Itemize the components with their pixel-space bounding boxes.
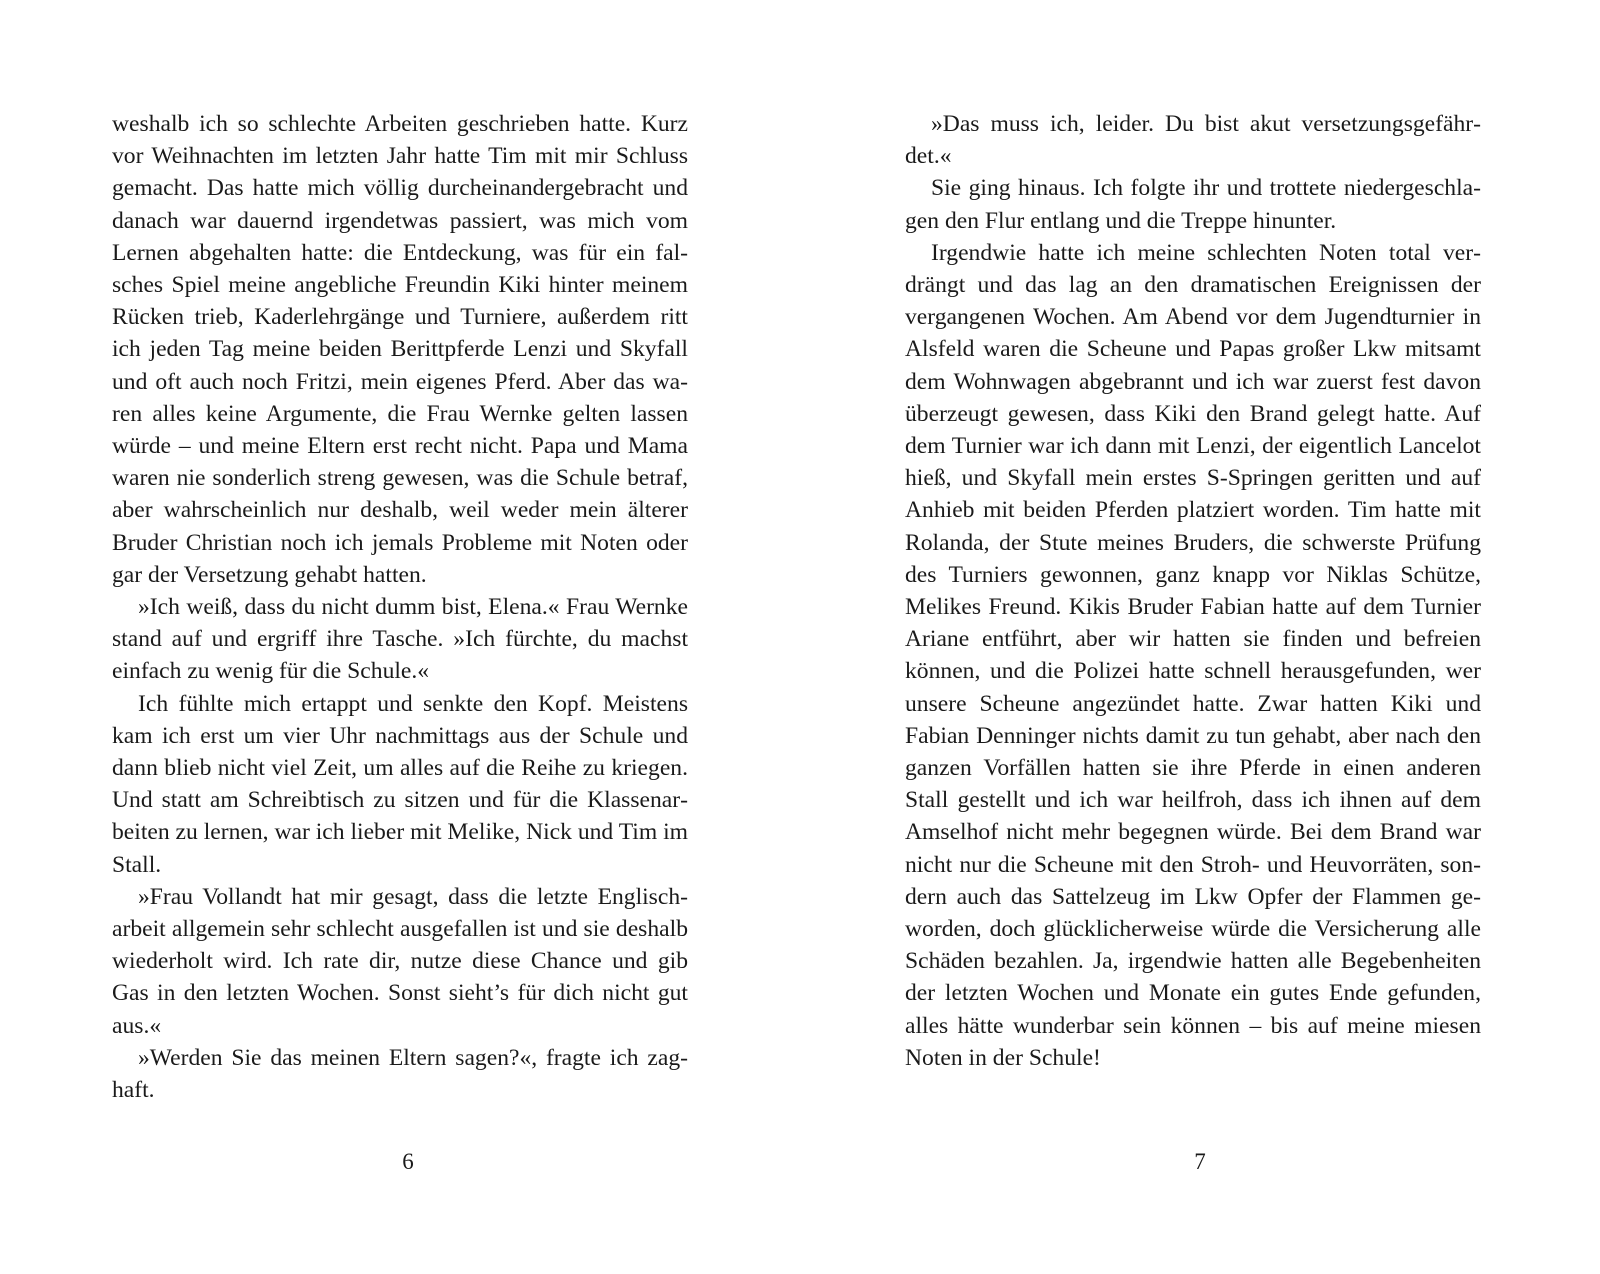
right-page bbox=[905, 108, 1481, 1074]
paragraph: »Ich weiß, dass du nicht dumm bist, Elena.« Frau Wernke stand auf und ergriff ihre Tasche. »Ich fürchte, du machst einfach zu wenig für die Schule.« bbox=[112, 594, 688, 685]
page-number-left: 6 bbox=[402, 1149, 414, 1174]
page-number-right: 7 bbox=[1194, 1149, 1206, 1174]
paragraph: Irgendwie hatte ich meine schlechten Noten total verdrängt und das lag an den dramatischen Ereignissen der vergangenen Wochen. Am Abend vor dem Jugendturnier in Alsfeld waren die Scheune und Papas großer Lkw mitsamt dem Wohnwagen abgebrannt und ich war zuerst fest davon überzeugt gewesen, dass Kiki den Brand gelegt hatte. Auf dem Turnier war ich dann mit Lenzi, der eigentlich Lancelot hieß, und Skyfall mein erstes S-Springen geritten und auf Anhieb mit beiden Pferden platziert worden. Tim hatte mit Rolanda, der Stute meines Bruders, die schwerste Prüfung des Turniers gewonnen, ganz knapp vor Niklas Schütze, Melikes Freund. Kikis Bruder Fabian hatte auf dem Turnier Ariane entführt, aber wir hatten sie finden und befreien können, und die Polizei hatte schnell herausgefunden, wer unsere Scheune angezündet hatte. Zwar hatten Kiki und Fabian Denninger nichts damit zu tun gehabt, aber nach den ganzen Vorfällen hatten sie ihre Pferde in einen anderen Stall gestellt und ich war heilfroh, dass ich ihnen auf dem Amselhof nicht mehr begegnen würde. Bei dem Brand war nicht nur die Scheune mit den Stroh- und Heuvorräten, sondern auch das Sattelzeug im Lkw Opfer der Flammen geworden, doch glücklicherweise würde die Versicherung alle Schäden bezahlen. Ja, irgendwie hatten alle Begebenheiten der letzten Wochen und Monate ein gutes Ende gefunden, alles hätte wunderbar sein können – bis auf meine miesen Noten in der Schule! bbox=[905, 239, 1481, 1071]
paragraph: Sie ging hinaus. Ich folgte ihr und trottete niedergeschlagen den Flur entlang und die Treppe hinunter. bbox=[905, 175, 1481, 234]
paragraph: weshalb ich so schlechte Arbeiten geschrieben hatte. Kurz vor Weihnachten im letzten Jahr hatte Tim mit mir Schluss gemacht. Das hatte mich völlig durcheinandergebracht und danach war dauernd irgendetwas passiert, was mich vom Lernen abgehalten hatte: die Entdeckung, was für ein falsches Spiel meine angebliche Freundin Kiki hinter meinem Rücken trieb, Kaderlehrgänge und Turniere, außerdem ritt ich jeden Tag meine beiden Berittpferde Lenzi und Skyfall und oft auch noch Fritzi, mein eigenes Pferd. Aber das waren alles keine Argumente, die Frau Wernke gelten lassen würde – und meine Eltern erst recht nicht. Papa und Mama waren nie sonderlich streng gewesen, was die Schule betraf, aber wahrscheinlich nur deshalb, weil weder mein älterer Bruder Christian noch ich jemals Probleme mit Noten oder gar der Versetzung gehabt hatten. bbox=[112, 111, 688, 588]
left-page bbox=[112, 108, 688, 1106]
paragraph: Ich fühlte mich ertappt und senkte den Kopf. Meistens kam ich erst um vier Uhr nachmittags aus der Schule und dann blieb nicht viel Zeit, um alles auf die Reihe zu kriegen. Und statt am Schreibtisch zu sitzen und für die Klassenarbeiten zu lernen, war ich lieber mit Melike, Nick und Tim im Stall. bbox=[112, 690, 688, 878]
paragraph: »Das muss ich, leider. Du bist akut versetzungsgefährdet.« bbox=[905, 111, 1481, 170]
paragraph: »Frau Vollandt hat mir gesagt, dass die letzte Englischarbeit allgemein sehr schlecht ausgefallen ist und sie deshalb wiederholt wird. Ich rate dir, nutze diese Chance und gib Gas in den letzten Wochen. Sonst sieht’s für dich nicht gut aus.« bbox=[112, 883, 688, 1039]
paragraph: »Werden Sie das meinen Eltern sagen?«, fragte ich zaghaft. bbox=[112, 1044, 688, 1104]
